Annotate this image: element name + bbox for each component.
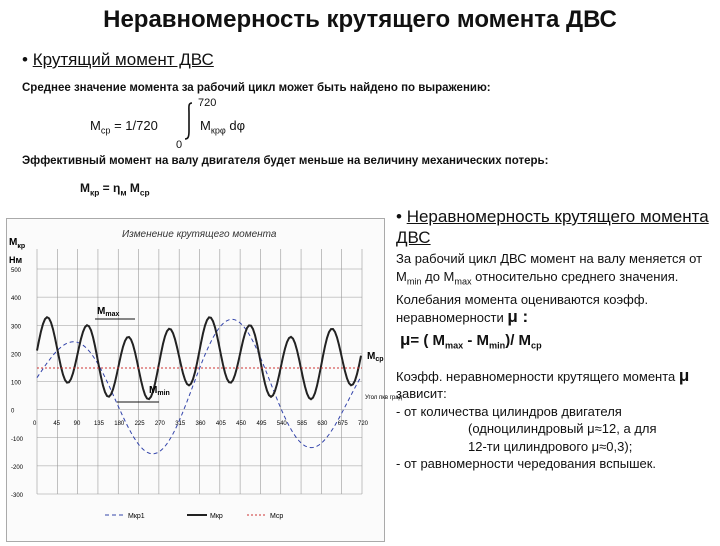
- m2-sub: ср: [139, 187, 150, 198]
- mkr-sub: крφ: [210, 125, 226, 136]
- integral-lower: 0: [176, 139, 183, 151]
- f-min: min: [489, 340, 506, 351]
- x-tick-label: 315: [175, 421, 186, 427]
- dep-1: - от количества цилиндров двигателя: [396, 403, 622, 419]
- mmax-label: $M_{max}$: [97, 306, 120, 318]
- x-tick-label: 360: [195, 421, 206, 427]
- chart-grid: [37, 249, 362, 494]
- x-tick-label: 450: [236, 421, 247, 427]
- f-mu: μ: [400, 329, 411, 349]
- f-minus: - M: [463, 331, 490, 349]
- y-tick-label: -100: [11, 436, 24, 443]
- formula-eff: [80, 181, 150, 197]
- eta: = η: [102, 181, 121, 195]
- eff-text: Эффективный момент на валу двигателя будет меньше на величину механических потерь:: [22, 155, 549, 167]
- dep-1b: 12-ти цилиндрового μ≈0,3);: [468, 438, 633, 454]
- p1-a: За рабочий цикл ДВС момент на валу меняется от M: [396, 251, 703, 284]
- chart-title: Изменение крутящего момента: [122, 229, 277, 240]
- bullet: •: [396, 207, 402, 226]
- y-tick-label: 400: [11, 296, 22, 303]
- x-tick-label: 585: [297, 421, 308, 427]
- torque-chart: [6, 218, 403, 542]
- y-tick-label: -200: [11, 464, 24, 471]
- right-panel: [396, 206, 714, 473]
- x-tick-label: 720: [358, 421, 369, 427]
- mmin-label: $M_{min}$: [149, 385, 170, 397]
- y-tick-label: 100: [11, 380, 22, 387]
- x-axis-label: Угол пкв град: [365, 395, 403, 401]
- f-cp: ср: [531, 340, 542, 351]
- f-eq: = ( M: [410, 331, 445, 349]
- avg-text: Среднее значение момента за рабочий цикл может быть найдено по выражению:: [22, 82, 491, 94]
- mcp-symbol: M: [90, 118, 101, 133]
- x-ticks: [33, 421, 369, 427]
- eta-sub: м: [120, 187, 127, 198]
- mkr-symbol: M: [200, 118, 211, 133]
- x-tick-label: 495: [256, 421, 267, 427]
- integral-sign-icon: [182, 101, 196, 141]
- y-tick-label: 0: [11, 408, 15, 415]
- mcp-label: $M_{ср}$: [367, 351, 384, 363]
- y-unit: Нм: [9, 255, 23, 265]
- m1-sub: кр: [90, 187, 100, 198]
- dep-1a: (одноцилиндровый μ≈12, а для: [468, 421, 657, 437]
- para-1: [396, 250, 714, 291]
- series-mkr: [37, 317, 361, 399]
- mcp-eq: = 1/720: [114, 118, 158, 133]
- mcp-sub: ср: [100, 125, 111, 136]
- y-tick-label: -300: [11, 493, 24, 499]
- x-tick-label: 90: [73, 421, 81, 427]
- x-tick-label: 540: [276, 421, 287, 427]
- integral-upper: 720: [198, 97, 217, 109]
- legend-mkr: Мкр: [210, 513, 223, 520]
- heading-text: Неравномерность крутящего момента ДВС: [396, 207, 709, 247]
- heading-text: Крутящий момент ДВС: [32, 50, 214, 69]
- x-tick-label: 630: [317, 421, 328, 427]
- formula-integrand: [200, 118, 245, 136]
- dphi: dφ: [229, 118, 246, 133]
- p1-c: относительно среднего значения.: [471, 268, 679, 284]
- bullet: •: [22, 50, 28, 69]
- p1-min: min: [406, 276, 422, 287]
- y-label: $M_{кр}$: [9, 237, 26, 250]
- torque-chart-svg: [7, 219, 403, 541]
- series-mkr1: [37, 319, 361, 453]
- y-ticks: [11, 268, 24, 499]
- para-3: [396, 367, 714, 403]
- m2: M: [129, 181, 140, 195]
- y-tick-label: 500: [11, 268, 22, 274]
- para-2: [396, 291, 714, 327]
- m1: M: [80, 181, 90, 195]
- p1-b: до M: [421, 268, 455, 284]
- x-tick-label: 270: [154, 421, 165, 427]
- section-heading-nonuniformity: [396, 206, 714, 248]
- dep-2: - от равномерности чередования вспышек.: [396, 456, 657, 472]
- x-tick-label: 225: [134, 421, 145, 427]
- legend-mcp: Мср: [270, 513, 284, 520]
- p1-max: max: [454, 276, 472, 287]
- x-tick-label: 180: [114, 421, 125, 427]
- p3-mu: μ: [678, 365, 690, 385]
- x-tick-label: 45: [53, 421, 60, 427]
- mu-symbol: μ :: [507, 307, 529, 327]
- formula-mcp: [90, 118, 158, 136]
- x-tick-label: 135: [93, 421, 104, 427]
- page-title: Неравномерность крутящего момента ДВС: [103, 6, 617, 33]
- x-tick-label: 0: [33, 421, 37, 427]
- legend: [105, 513, 283, 520]
- p3-end: зависит:: [396, 386, 447, 402]
- y-tick-label: 200: [11, 352, 22, 359]
- p2-text: Колебания момента оцениваются коэфф. неравномерности: [396, 291, 649, 326]
- f-max: max: [445, 340, 464, 351]
- y-tick-label: 300: [11, 324, 22, 331]
- formula-mu: [396, 331, 714, 355]
- x-tick-label: 405: [215, 421, 226, 427]
- p3-text: Коэфф. неравномерности крутящего момента: [396, 368, 676, 384]
- x-tick-label: 675: [337, 421, 348, 427]
- f-div: )/ M: [505, 331, 532, 349]
- legend-mkr1: Мкр1: [128, 513, 145, 520]
- section-heading-torque: [22, 50, 214, 70]
